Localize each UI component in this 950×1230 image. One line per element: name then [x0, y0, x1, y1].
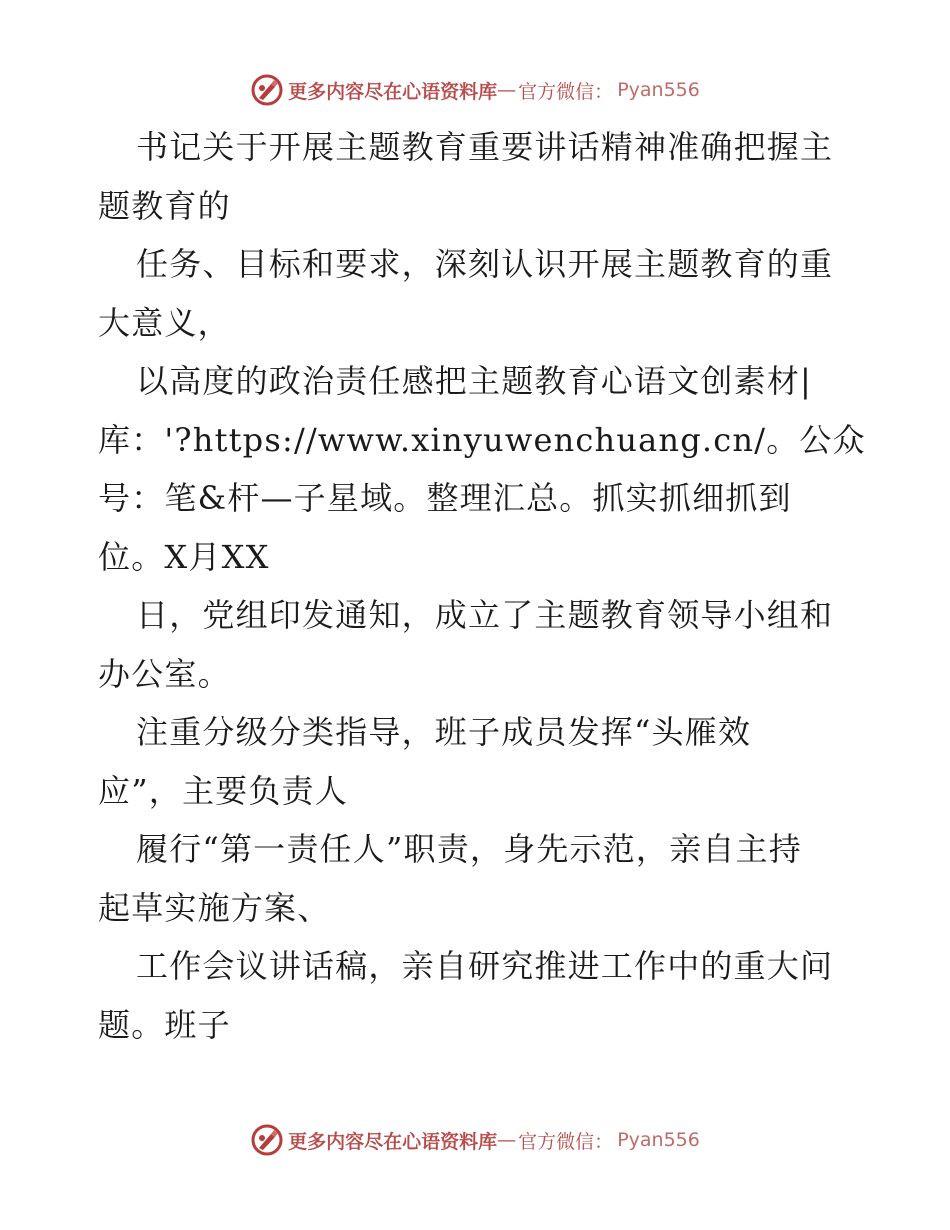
- text-line: 办公室。: [98, 654, 231, 693]
- text-line: 书记关于开展主题教育重要讲话精神准确把握主: [136, 128, 834, 166]
- text-line: 履行“第一责任人”职责，身先示范，亲自主持: [136, 830, 802, 868]
- document-body: [98, 118, 866, 1054]
- watermark-brand: 更多内容尽在心语资料库: [288, 80, 498, 103]
- header-watermark: [0, 70, 950, 110]
- text-line: 题教育的: [98, 186, 231, 225]
- text-line: 应”，主要负责人: [98, 771, 348, 810]
- text-line: 以高度的政治责任感把主题教育心语文创素材|: [136, 362, 812, 400]
- footer-watermark: [0, 1120, 950, 1160]
- text-line: 日，党组印发通知，成立了主题教育领导小组和: [136, 596, 834, 634]
- watermark-sub: 官方微信：: [518, 1130, 614, 1153]
- watermark-brand: 更多内容尽在心语资料库: [288, 1130, 498, 1153]
- pen-logo-icon: [250, 1123, 284, 1157]
- text-line: 库：'?https://www.xinyuwenchuang.cn/。公众: [98, 420, 866, 459]
- text-line: 大意义，: [98, 303, 231, 342]
- watermark-id: Pyan556: [617, 79, 700, 101]
- text-line: 题。班子: [98, 1005, 231, 1044]
- text-line: 任务、目标和要求，深刻认识开展主题教育的重: [136, 245, 834, 283]
- text-line: 号：笔&杆—子星域。整理汇总。抓实抓细抓到: [98, 479, 792, 517]
- text-line: 位。X月XX: [98, 537, 270, 576]
- text-line: 起草实施方案、: [98, 888, 331, 927]
- watermark-id: Pyan556: [617, 1129, 700, 1151]
- text-line: 注重分级分类指导，班子成员发挥“头雁效: [136, 713, 752, 751]
- watermark-dash: —: [497, 79, 517, 101]
- watermark-sub: 官方微信：: [518, 80, 614, 103]
- pen-logo-icon: [250, 73, 284, 107]
- watermark-dash: —: [497, 1129, 517, 1151]
- text-line: 工作会议讲话稿，亲自研究推进工作中的重大问: [136, 947, 834, 985]
